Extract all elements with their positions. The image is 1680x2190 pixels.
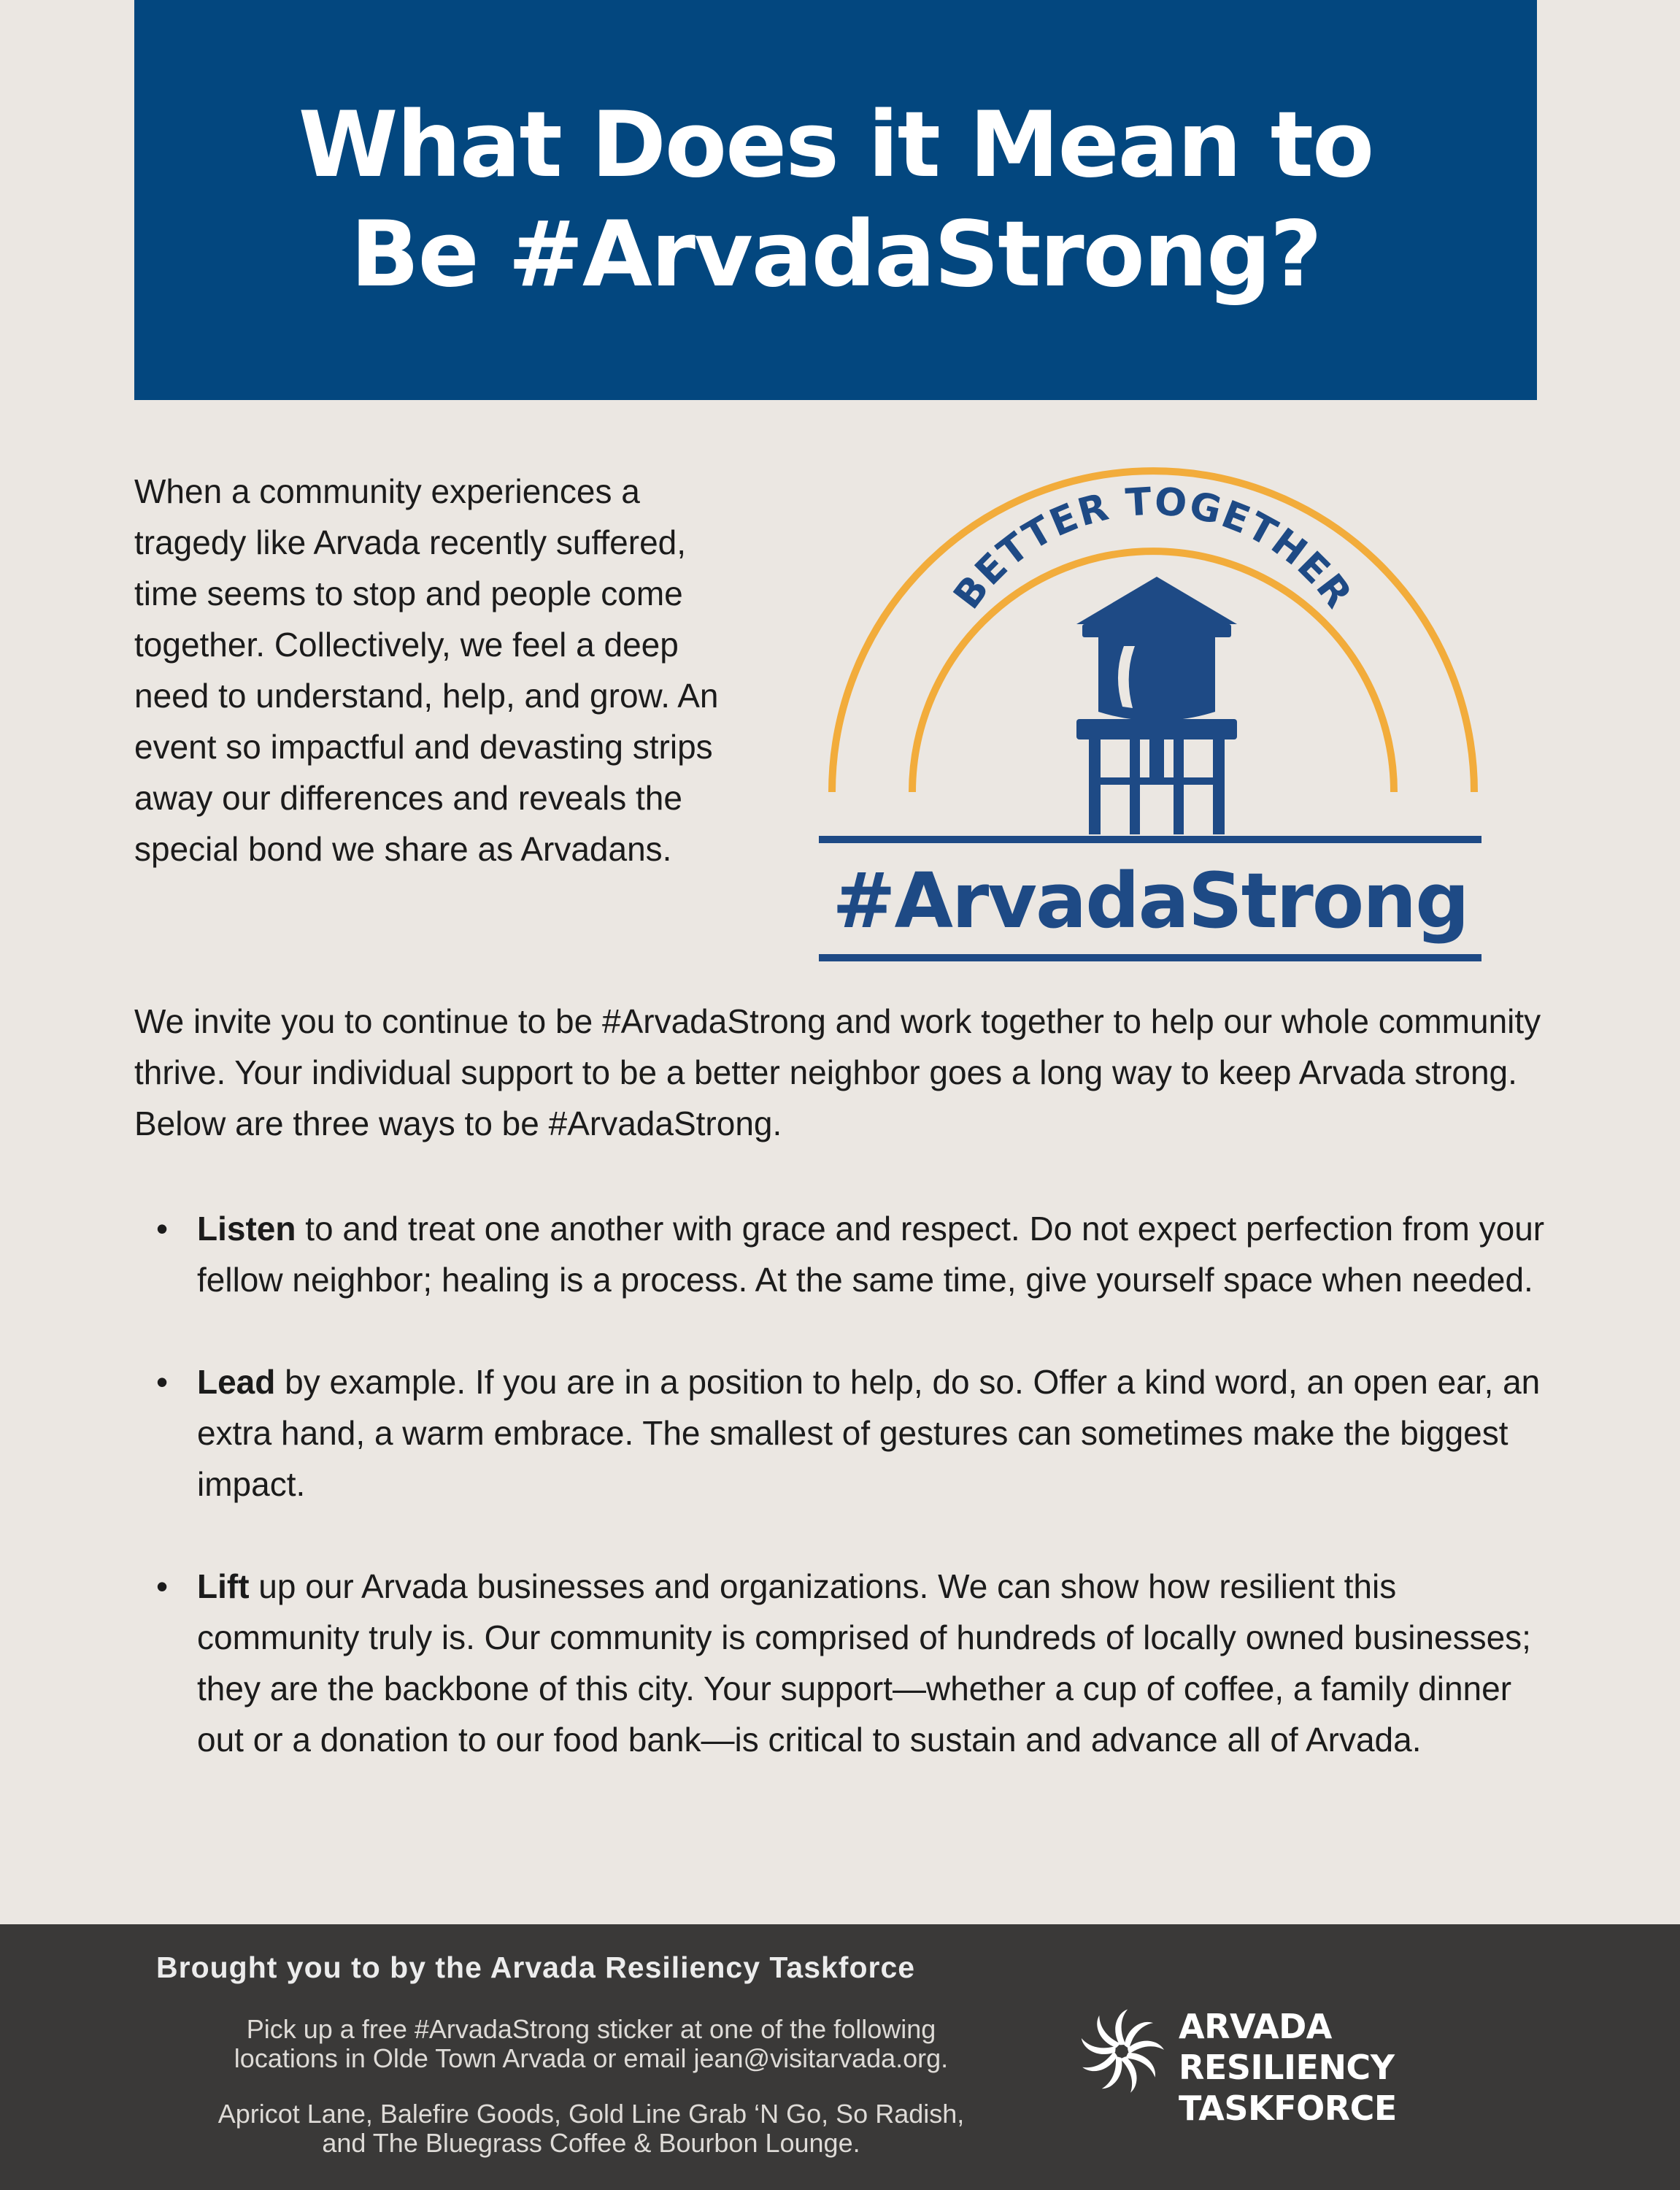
bullet-keyword: Lead: [197, 1363, 276, 1401]
arvada-strong-logo: [803, 431, 1496, 971]
bullet-dot: •: [156, 1567, 169, 1605]
spiral-burst-icon: [1076, 2006, 1167, 2097]
bullet-keyword: Listen: [197, 1210, 296, 1248]
logo-bottom-rule: [819, 954, 1481, 961]
page-title: [298, 91, 1373, 310]
page-title-line-2: Be #ArvadaStrong?: [350, 202, 1321, 307]
sticker-info-line-1: Pick up a free #ArvadaStrong sticker at one of the following: [246, 2014, 936, 2044]
footer-credit: Brought you to by the Arvada Resiliency Taskforce: [156, 1951, 916, 1984]
logo-hashtag: #ArvadaStrong: [832, 856, 1468, 945]
bullet-text: to and treat one another with grace and respect. Do not expect perfection from your fellow neighbor; healing is a process. At the same time, give yourself space when needed.: [197, 1210, 1545, 1299]
logo-top-rule: [819, 836, 1481, 843]
bullet-text: up our Arvada businesses and organizations. We can show how resilient this community truly is. Our community is comprised of hundreds of locally owned businesses; they are the backbone of this city. Your support—whether a cup of coffee, a family dinner out or a donation to our food bank—is critical to sustain and advance all of Arvada.: [197, 1567, 1531, 1759]
taskforce-name-line-1: ARVADA RESILIENCY: [1179, 2007, 1395, 2087]
bullet-dot: •: [156, 1210, 169, 1248]
sticker-info-line-2: locations in Olde Town Arvada or email jean@visitarvada.org.: [234, 2043, 949, 2073]
locations-line-1: Apricot Lane, Balefire Goods, Gold Line Grab ‘N Go, So Radish,: [217, 2099, 965, 2129]
list-item-lift: [134, 1561, 1557, 1765]
taskforce-name: [1179, 2006, 1558, 2129]
sticker-locations: [131, 2099, 1051, 2158]
ways-list: [134, 1203, 1557, 1816]
title-banner: [134, 0, 1537, 400]
taskforce-name-line-2: TASKFORCE: [1179, 2089, 1397, 2128]
page-title-line-1: What Does it Mean to: [298, 93, 1373, 198]
water-tower-icon: [1076, 577, 1237, 834]
bullet-keyword: Lift: [197, 1567, 250, 1605]
bullet-text: by example. If you are in a position to help, do so. Offer a kind word, an open ear, an extra hand, a warm embrace. The smallest of gestures can sometimes make the biggest impact.: [197, 1363, 1541, 1503]
sticker-info: [131, 2015, 1051, 2073]
invite-paragraph: We invite you to continue to be #ArvadaStrong and work together to help our whole community thrive. Your individual support to be a better neighbor goes a long way to keep Arvada strong. Below are three ways to be #ArvadaStrong.: [134, 1002, 1541, 1142]
list-item-listen: [134, 1203, 1557, 1305]
intro-paragraph: When a community experiences a tragedy like Arvada recently suffered, time seems to stop and people come together. Collectively, we feel a deep need to understand, help, and grow. An event so impactful and devasting strips away our differences and reveals the special bond we share as Arvadans.: [134, 472, 719, 868]
bullet-dot: •: [156, 1363, 169, 1401]
footer: [0, 1924, 1680, 2190]
locations-line-2: and The Bluegrass Coffee & Bourbon Lounge.: [322, 2128, 860, 2158]
logo-arc-text: BETTER TOGETHER: [945, 480, 1361, 618]
taskforce-brand: [1076, 1997, 1558, 2128]
list-item-lead: [134, 1356, 1557, 1510]
